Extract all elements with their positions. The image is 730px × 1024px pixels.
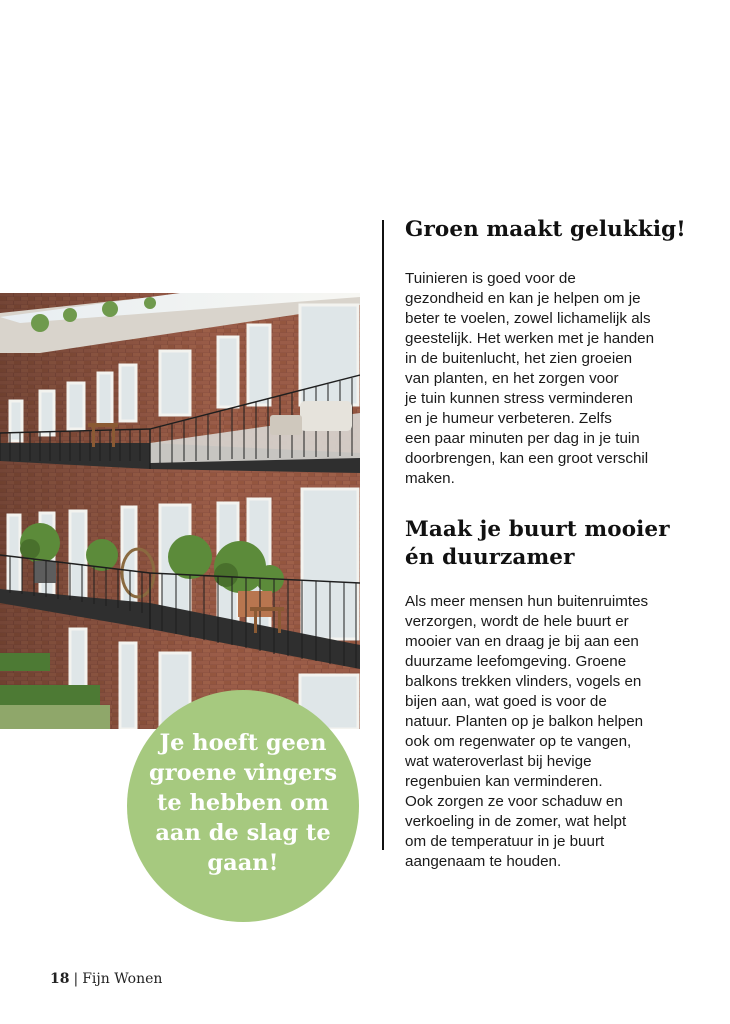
text-line: gezondheid en kan je helpen om je xyxy=(405,290,641,307)
text-line: wat wateroverlast bij hevige xyxy=(405,753,592,770)
section-body-groen xyxy=(405,269,695,489)
text-line: van planten, en het zorgen voor xyxy=(405,370,619,387)
page-footer xyxy=(50,971,162,987)
publication-name: Fijn Wonen xyxy=(82,971,163,987)
text-line: aangenaam te houden. xyxy=(405,853,562,870)
column-divider xyxy=(382,220,384,850)
text-line: bijen aan, wat goed is voor de xyxy=(405,693,607,710)
callout-line: aan de slag te xyxy=(155,820,331,846)
text-line: balkons trekken vlinders, vogels en xyxy=(405,673,642,690)
text-line: ook om regenwater op te vangen, xyxy=(405,733,632,750)
heading-line: én duurzamer xyxy=(405,545,575,570)
text-line: Als meer mensen hun buitenruimtes xyxy=(405,593,649,610)
callout-circle xyxy=(127,690,359,922)
text-line: geestelijk. Het werken met je handen xyxy=(405,330,655,347)
text-line: een paar minuten per dag in je tuin xyxy=(405,430,640,447)
callout-line: groene vingers xyxy=(149,760,337,786)
text-line: duurzame leefomgeving. Groene xyxy=(405,653,627,670)
callout-line: Je hoeft geen xyxy=(159,730,327,756)
text-line: verkoeling in de zomer, wat helpt xyxy=(405,813,627,830)
text-line: Ook zorgen ze voor schaduw en xyxy=(405,793,623,810)
page-number: 18 xyxy=(50,971,70,987)
section-body-buurt xyxy=(405,592,695,872)
text-line: om de temperatuur in je buurt xyxy=(405,833,605,850)
text-line: verzorgen, wordt de hele buurt er xyxy=(405,613,629,630)
text-line: maken. xyxy=(405,470,455,487)
callout-line: te hebben om xyxy=(156,790,329,816)
text-line: doorbrengen, kan een groot verschil xyxy=(405,450,649,467)
footer-separator: | xyxy=(73,971,79,987)
callout-text xyxy=(149,728,337,878)
text-line: Tuinieren is goed voor de xyxy=(405,270,576,287)
text-line: en je humeur verbeteren. Zelfs xyxy=(405,410,612,427)
text-line: beter te voelen, zowel lichamelijk als xyxy=(405,310,651,327)
section-heading-buurt xyxy=(405,516,705,572)
balcony-photo xyxy=(0,293,360,729)
text-line: natuur. Planten op je balkon helpen xyxy=(405,713,644,730)
heading-line: Maak je buurt mooier xyxy=(405,517,670,542)
text-line: in de buitenlucht, het zien groeien xyxy=(405,350,633,367)
text-line: regenbuien kan verminderen. xyxy=(405,773,603,790)
text-line: je tuin kunnen stress verminderen xyxy=(405,390,633,407)
section-heading-groen: Groen maakt gelukkig! xyxy=(405,217,686,242)
text-line: mooier van en draag je bij aan een xyxy=(405,633,639,650)
callout-line: gaan! xyxy=(207,850,279,876)
